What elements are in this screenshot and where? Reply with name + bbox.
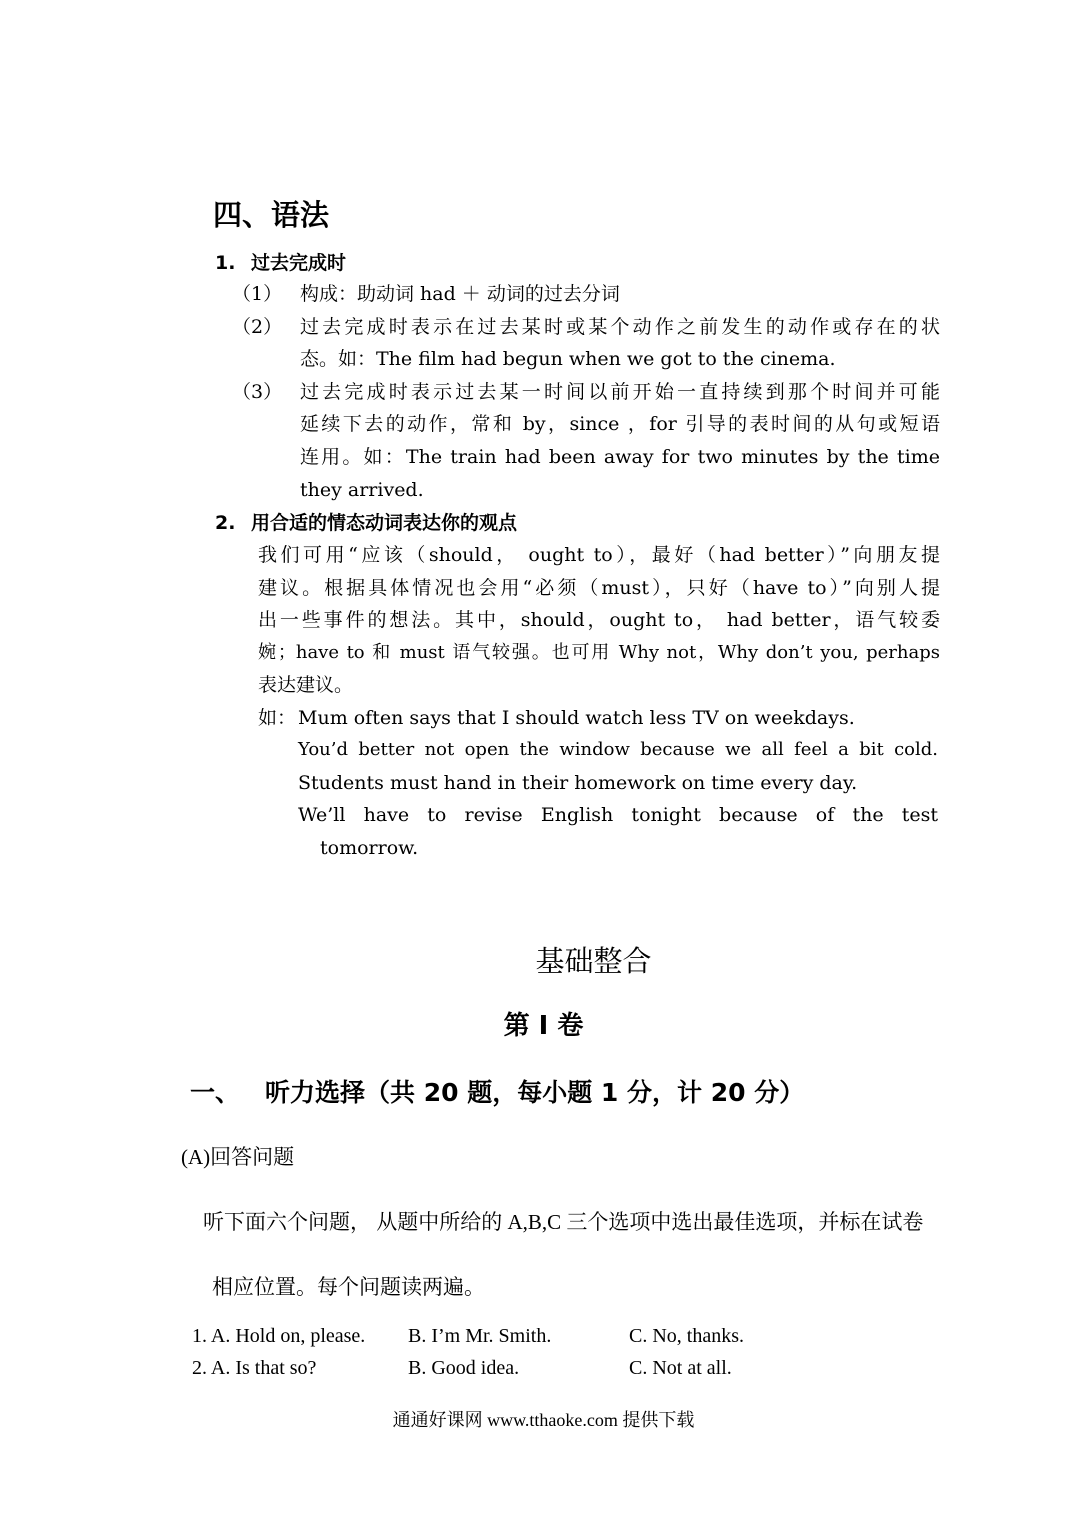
item2-paragraph-line3: 出一些事件的想法。其中，should，ought to， had better，语气较委	[258, 609, 940, 631]
item2-paragraph-line4: 婉；have to 和 must 语气较强。也可用 Why not，Why don’t you, perhaps	[258, 642, 940, 663]
item1-number: 1.	[215, 252, 236, 274]
part1-number: 一、	[190, 1078, 241, 1107]
instruction-line2: 相应位置。每个问题读两遍。	[212, 1275, 485, 1299]
question1-option-b: B. I’m Mr. Smith.	[408, 1325, 552, 1347]
volume-title: 第 I 卷	[503, 1011, 584, 1041]
point2-line1: 过去完成时表示在过去某时或某个动作之前发生的动作或存在的状	[300, 316, 940, 338]
point1-number: （1）	[232, 283, 283, 305]
point2-line2: 态。如：The film had begun when we got to the cinema.	[300, 348, 836, 370]
page-footer: 通通好课网 www.tthaoke.com 提供下载	[392, 1410, 695, 1430]
question2-option-b: B. Good idea.	[408, 1357, 520, 1379]
item1-heading: 过去完成时	[251, 252, 347, 274]
point3-number: （3）	[232, 381, 283, 403]
point2-number: （2）	[232, 316, 283, 338]
basics-title: 基础整合	[535, 944, 652, 978]
question1-option-a: 1. A. Hold on, please.	[192, 1325, 366, 1347]
example-line2: You’d better not open the window because we all feel a bit cold.	[298, 739, 938, 760]
instruction-line1: 听下面六个问题， 从题中所给的 A,B,C 三个选项中选出最佳选项，并标在试卷	[203, 1210, 924, 1234]
example-line4-cont: tomorrow.	[320, 837, 419, 859]
example-line4: We’ll have to revise English tonight because of the test	[298, 804, 938, 826]
section-a-title: (A)回答问题	[181, 1145, 295, 1169]
part1-title: 听力选择（共 20 题，每小题 1 分，计 20 分）	[265, 1078, 805, 1107]
question2-option-c: C. Not at all.	[629, 1357, 732, 1379]
item2-heading: 用合适的情态动词表达你的观点	[251, 512, 518, 534]
section-title: 四、语法	[213, 198, 330, 232]
point3-line2: 延续下去的动作，常和 by，since ，for 引导的表时间的从句或短语	[300, 413, 940, 435]
example-line3: Students must hand in their homework on time every day.	[298, 772, 858, 794]
item2-paragraph-line5: 表达建议。	[258, 674, 354, 696]
item2-number: 2.	[215, 512, 236, 534]
point3-line1: 过去完成时表示过去某一时间以前开始一直持续到那个时间并可能	[300, 381, 940, 403]
question2-option-a: 2. A. Is that so?	[192, 1357, 317, 1379]
point1-line1: 构成：助动词 had ＋ 动词的过去分词	[300, 283, 620, 305]
item2-paragraph-line1: 我们可用“应该（should， ought to），最好（had better）”向朋友提	[258, 544, 940, 566]
point3-line3: 连用。如：The train had been away for two minutes by the time	[300, 446, 940, 468]
example-line1: Mum often says that I should watch less TV on weekdays.	[298, 707, 855, 729]
point3-line4: they arrived.	[300, 479, 424, 501]
example-prefix: 如：	[258, 707, 297, 729]
question1-option-c: C. No, thanks.	[629, 1325, 744, 1347]
item2-paragraph-line2: 建议。根据具体情况也会用“必须（must），只好（have to）”向别人提	[258, 577, 940, 599]
